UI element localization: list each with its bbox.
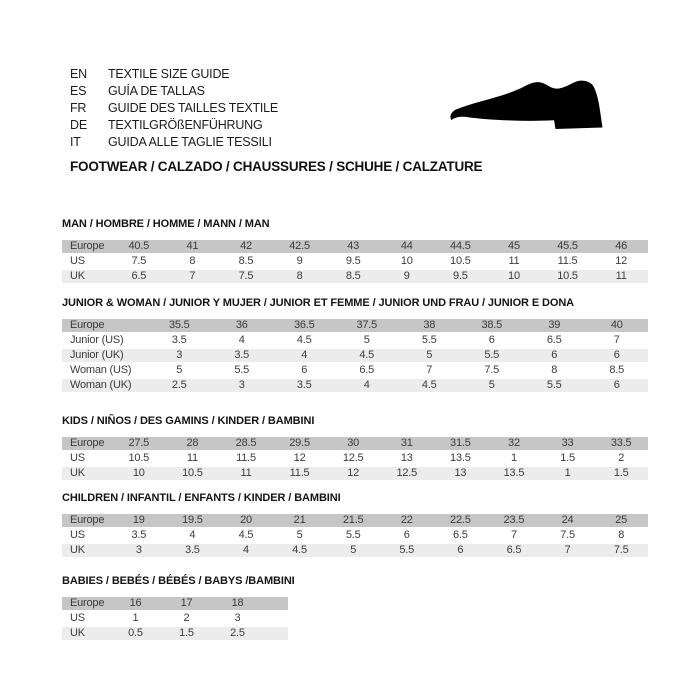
size-cell: 1.5 xyxy=(161,627,212,642)
size-cell: 4.5 xyxy=(273,334,336,349)
size-cell: 6.5 xyxy=(487,544,541,559)
row-label: Junior (UK) xyxy=(62,349,148,364)
size-cell: 29.5 xyxy=(273,437,327,452)
size-cell: 8 xyxy=(523,364,586,379)
size-table-kids xyxy=(62,437,648,482)
size-cell: 43 xyxy=(326,240,380,255)
size-cell: 4 xyxy=(166,529,220,544)
shoe-icon xyxy=(447,75,623,148)
size-cell: 9.5 xyxy=(326,255,380,270)
category-title: FOOTWEAR / CALZADO / CHAUSSURES / SCHUHE / CALZATURE xyxy=(70,159,483,174)
size-cell: 5 xyxy=(461,379,524,394)
size-cell: 11.5 xyxy=(541,255,595,270)
language-row-it xyxy=(70,134,278,151)
size-cell: 12.5 xyxy=(380,467,434,482)
size-cell: 4.5 xyxy=(398,379,461,394)
table-section-man xyxy=(62,217,648,285)
size-cell: 13.5 xyxy=(434,452,488,467)
size-row-junior-uk xyxy=(62,349,648,364)
size-cell: 30 xyxy=(326,437,380,452)
size-cell: 6 xyxy=(461,334,524,349)
size-table-junior-woman xyxy=(62,319,648,394)
size-cell: 21.5 xyxy=(326,514,380,529)
size-cell: 6 xyxy=(586,379,649,394)
size-cell: 4.5 xyxy=(219,529,273,544)
language-label: GUÍA DE TALLAS xyxy=(108,84,205,98)
size-row-uk xyxy=(62,467,648,482)
size-cell: 35.5 xyxy=(148,319,211,334)
size-cell: 1.5 xyxy=(594,467,648,482)
size-cell: 5 xyxy=(398,349,461,364)
size-cell: 19.5 xyxy=(166,514,220,529)
size-cell: 13.5 xyxy=(487,467,541,482)
size-cell: 42 xyxy=(219,240,273,255)
size-cell: 6 xyxy=(273,364,336,379)
size-cell: 8.5 xyxy=(326,270,380,285)
row-label: UK xyxy=(62,627,110,642)
size-cell: 11.5 xyxy=(219,452,273,467)
size-cell: 3.5 xyxy=(148,334,211,349)
size-row-europe xyxy=(62,514,648,529)
language-code: DE xyxy=(70,118,87,132)
row-label: UK xyxy=(62,270,112,285)
size-cell: 12 xyxy=(326,467,380,482)
size-cell: 5 xyxy=(336,334,399,349)
spacer-cell xyxy=(263,612,288,627)
table-title-children: CHILDREN / INFANTIL / ENFANTS / KINDER / BAMBINI xyxy=(62,492,341,504)
size-cell: 10.5 xyxy=(434,255,488,270)
language-code: EN xyxy=(70,67,87,81)
size-cell: 18 xyxy=(212,597,263,612)
language-row-es xyxy=(70,83,278,100)
size-row-europe xyxy=(62,240,648,255)
size-cell: 3 xyxy=(112,544,166,559)
size-cell: 40.5 xyxy=(112,240,166,255)
language-code: FR xyxy=(70,101,87,115)
size-cell: 23.5 xyxy=(487,514,541,529)
size-row-us xyxy=(62,255,648,270)
row-label: Junior (US) xyxy=(62,334,148,349)
size-row-us xyxy=(62,452,648,467)
size-cell: 17 xyxy=(161,597,212,612)
size-cell: 33.5 xyxy=(594,437,648,452)
size-cell: 12 xyxy=(594,255,648,270)
size-cell: 7.5 xyxy=(112,255,166,270)
size-cell: 11 xyxy=(219,467,273,482)
size-cell: 8 xyxy=(273,270,327,285)
size-cell: 1 xyxy=(487,452,541,467)
size-cell: 4 xyxy=(211,334,274,349)
size-cell: 8 xyxy=(594,529,648,544)
language-row-en xyxy=(70,66,278,83)
size-cell: 22.5 xyxy=(434,514,488,529)
language-label: TEXTILGRÖßENFÜHRUNG xyxy=(108,118,263,132)
table-title-junior-woman: JUNIOR & WOMAN / JUNIOR Y MUJER / JUNIOR ET FEMME / JUNIOR UND FRAU / JUNIOR E DONA xyxy=(62,297,575,309)
size-cell: 42.5 xyxy=(273,240,327,255)
size-cell: 32 xyxy=(487,437,541,452)
size-cell: 5.5 xyxy=(326,529,380,544)
size-cell: 13 xyxy=(380,452,434,467)
size-cell: 10.5 xyxy=(166,467,220,482)
size-table-babies xyxy=(62,597,288,642)
size-row-uk xyxy=(62,544,648,559)
row-label: Europe xyxy=(62,597,110,612)
size-cell: 19 xyxy=(112,514,166,529)
spacer-cell xyxy=(263,627,288,642)
size-cell: 10.5 xyxy=(112,452,166,467)
table-title-babies: BABIES / BEBÉS / BÉBÉS / BABYS /BAMBINI xyxy=(62,575,295,587)
language-label: TEXTILE SIZE GUIDE xyxy=(108,67,230,81)
size-cell: 7.5 xyxy=(594,544,648,559)
size-cell: 33 xyxy=(541,437,595,452)
language-list xyxy=(70,66,278,151)
row-label: US xyxy=(62,529,112,544)
size-cell: 6 xyxy=(434,544,488,559)
table-section-children xyxy=(62,491,648,559)
size-cell: 11 xyxy=(166,452,220,467)
size-cell: 3.5 xyxy=(211,349,274,364)
table-section-junior-woman xyxy=(62,296,648,394)
table-section-babies xyxy=(62,574,295,642)
size-cell: 20 xyxy=(219,514,273,529)
size-cell: 25 xyxy=(594,514,648,529)
size-cell: 3 xyxy=(212,612,263,627)
size-cell: 7.5 xyxy=(461,364,524,379)
size-cell: 37.5 xyxy=(336,319,399,334)
size-cell: 7 xyxy=(487,529,541,544)
size-cell: 3.5 xyxy=(273,379,336,394)
size-cell: 3.5 xyxy=(166,544,220,559)
row-label: Woman (US) xyxy=(62,364,148,379)
size-row-woman-us xyxy=(62,364,648,379)
size-cell: 2.5 xyxy=(148,379,211,394)
size-cell: 6.5 xyxy=(434,529,488,544)
size-cell: 3 xyxy=(148,349,211,364)
size-cell: 21 xyxy=(273,514,327,529)
size-cell: 46 xyxy=(594,240,648,255)
size-cell: 12 xyxy=(273,452,327,467)
size-cell: 6 xyxy=(380,529,434,544)
size-cell: 2 xyxy=(594,452,648,467)
size-cell: 6 xyxy=(586,349,649,364)
size-table-man xyxy=(62,240,648,285)
size-row-uk xyxy=(62,270,648,285)
size-cell: 7 xyxy=(541,544,595,559)
language-code: ES xyxy=(70,84,87,98)
size-cell: 6.5 xyxy=(523,334,586,349)
size-cell: 8.5 xyxy=(586,364,649,379)
size-cell: 7 xyxy=(398,364,461,379)
size-cell: 7.5 xyxy=(219,270,273,285)
size-cell: 7 xyxy=(166,270,220,285)
size-cell: 10 xyxy=(487,270,541,285)
size-cell: 38 xyxy=(398,319,461,334)
size-row-europe xyxy=(62,437,648,452)
size-cell: 4.5 xyxy=(273,544,327,559)
size-cell: 27.5 xyxy=(112,437,166,452)
size-cell: 5 xyxy=(326,544,380,559)
size-cell: 28.5 xyxy=(219,437,273,452)
size-cell: 6.5 xyxy=(112,270,166,285)
size-cell: 8 xyxy=(166,255,220,270)
size-cell: 3 xyxy=(211,379,274,394)
size-cell: 7.5 xyxy=(541,529,595,544)
size-cell: 7 xyxy=(586,334,649,349)
size-cell: 31.5 xyxy=(434,437,488,452)
size-row-us xyxy=(62,612,288,627)
size-cell: 22 xyxy=(380,514,434,529)
size-cell: 45.5 xyxy=(541,240,595,255)
size-cell: 9 xyxy=(273,255,327,270)
size-cell: 10 xyxy=(380,255,434,270)
size-cell: 24 xyxy=(541,514,595,529)
row-label: Europe xyxy=(62,437,112,452)
row-label: Europe xyxy=(62,240,112,255)
size-cell: 44.5 xyxy=(434,240,488,255)
size-cell: 5.5 xyxy=(380,544,434,559)
size-cell: 41 xyxy=(166,240,220,255)
size-cell: 5 xyxy=(148,364,211,379)
size-cell: 5.5 xyxy=(523,379,586,394)
size-cell: 40 xyxy=(586,319,649,334)
size-row-europe xyxy=(62,597,288,612)
size-cell: 10.5 xyxy=(541,270,595,285)
size-cell: 4.5 xyxy=(336,349,399,364)
size-cell: 2 xyxy=(161,612,212,627)
size-cell: 2.5 xyxy=(212,627,263,642)
size-cell: 6 xyxy=(523,349,586,364)
size-cell: 5.5 xyxy=(398,334,461,349)
size-cell: 4 xyxy=(336,379,399,394)
size-cell: 39 xyxy=(523,319,586,334)
size-row-junior-us xyxy=(62,334,648,349)
size-cell: 0.5 xyxy=(110,627,161,642)
table-title-kids: KIDS / NIÑOS / DES GAMINS / KINDER / BAMBINI xyxy=(62,415,315,427)
row-label: US xyxy=(62,255,112,270)
size-cell: 13 xyxy=(434,467,488,482)
size-cell: 6.5 xyxy=(336,364,399,379)
table-title-man: MAN / HOMBRE / HOMME / MANN / MAN xyxy=(62,218,270,230)
language-label: GUIDA ALLE TAGLIE TESSILI xyxy=(108,135,272,149)
size-cell: 5.5 xyxy=(461,349,524,364)
size-cell: 9.5 xyxy=(434,270,488,285)
size-cell: 11 xyxy=(487,255,541,270)
size-cell: 1 xyxy=(541,467,595,482)
size-cell: 11 xyxy=(594,270,648,285)
size-cell: 28 xyxy=(166,437,220,452)
row-label: US xyxy=(62,612,110,627)
row-label: Woman (UK) xyxy=(62,379,148,394)
row-label: UK xyxy=(62,467,112,482)
size-cell: 36.5 xyxy=(273,319,336,334)
size-cell: 4 xyxy=(219,544,273,559)
row-label: UK xyxy=(62,544,112,559)
size-cell: 16 xyxy=(110,597,161,612)
size-cell: 9 xyxy=(380,270,434,285)
language-code: IT xyxy=(70,135,81,149)
size-table-children xyxy=(62,514,648,559)
table-section-kids xyxy=(62,414,648,482)
size-cell: 1.5 xyxy=(541,452,595,467)
size-cell: 3.5 xyxy=(112,529,166,544)
size-cell: 45 xyxy=(487,240,541,255)
language-row-de xyxy=(70,117,278,134)
size-cell: 1 xyxy=(110,612,161,627)
language-label: GUIDE DES TAILLES TEXTILE xyxy=(108,101,279,115)
size-row-us xyxy=(62,529,648,544)
row-label: Europe xyxy=(62,319,148,334)
language-row-fr xyxy=(70,100,278,117)
size-cell: 11.5 xyxy=(273,467,327,482)
size-cell: 31 xyxy=(380,437,434,452)
size-cell: 8.5 xyxy=(219,255,273,270)
size-cell: 38.5 xyxy=(461,319,524,334)
size-cell: 5 xyxy=(273,529,327,544)
size-cell: 44 xyxy=(380,240,434,255)
size-cell: 12.5 xyxy=(326,452,380,467)
size-cell: 10 xyxy=(112,467,166,482)
size-cell: 36 xyxy=(211,319,274,334)
spacer-cell xyxy=(263,597,288,612)
size-row-woman-uk xyxy=(62,379,648,394)
size-row-uk xyxy=(62,627,288,642)
row-label: Europe xyxy=(62,514,112,529)
size-cell: 4 xyxy=(273,349,336,364)
row-label: US xyxy=(62,452,112,467)
size-cell: 5.5 xyxy=(211,364,274,379)
size-row-europe xyxy=(62,319,648,334)
